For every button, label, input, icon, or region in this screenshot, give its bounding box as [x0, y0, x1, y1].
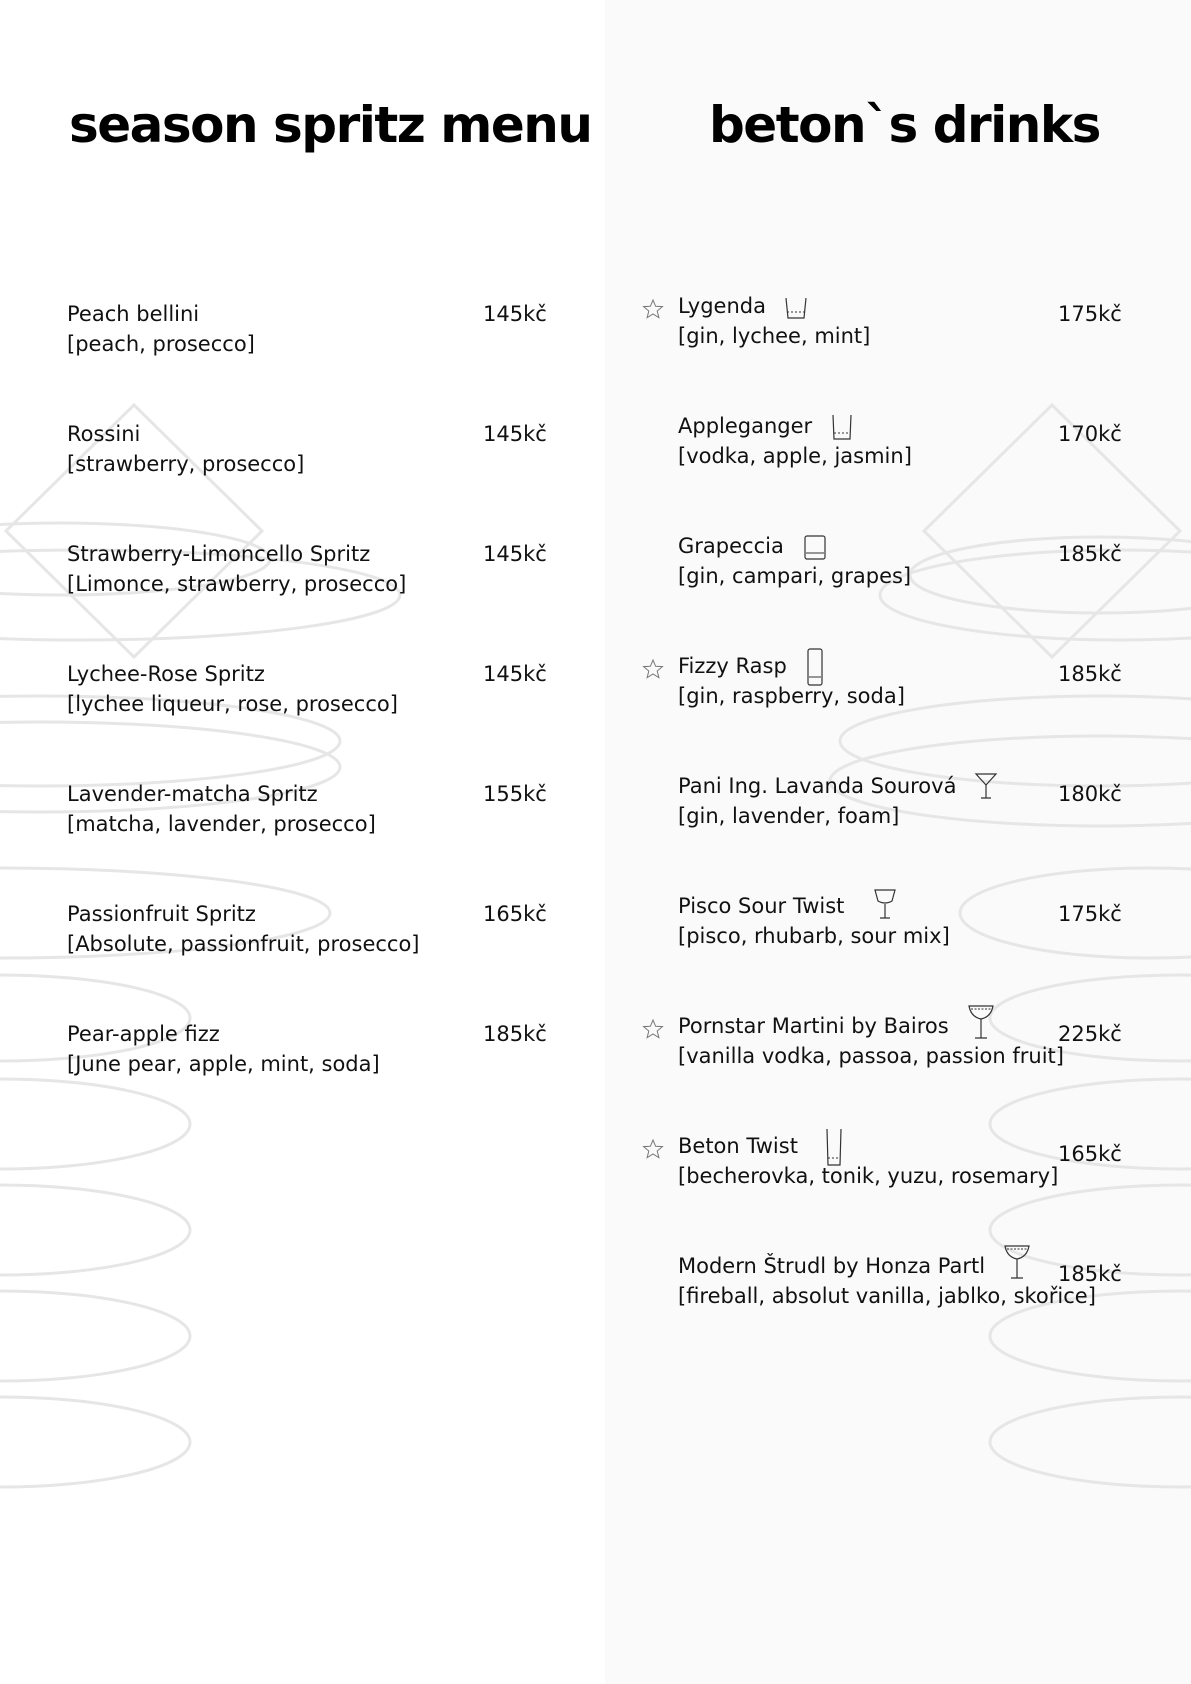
menu-item-name: Appleganger	[678, 414, 813, 438]
menu-item-price: 185kč	[1058, 1262, 1122, 1286]
menu-item-ingredients: [June pear, apple, mint, soda]	[67, 1052, 380, 1076]
menu-item	[678, 1131, 1128, 1211]
menu-item-price: 185kč	[1058, 662, 1122, 686]
menu-item-ingredients: [Limonce, strawberry, prosecco]	[67, 572, 407, 596]
menu-item-name: Fizzy Rasp	[678, 654, 787, 678]
menu-item-name: Lychee-Rose Spritz	[67, 662, 265, 686]
menu-item-name: Beton Twist	[678, 1134, 798, 1158]
left-ellipse-8	[0, 1185, 190, 1275]
menu-item-ingredients: [gin, raspberry, soda]	[678, 684, 905, 708]
menu-item	[67, 419, 547, 499]
menu-item-price: 145kč	[483, 302, 547, 326]
menu-item-price: 185kč	[483, 1022, 547, 1046]
menu-item	[678, 411, 1128, 491]
menu-item-name: Rossini	[67, 422, 141, 446]
menu-item	[678, 891, 1128, 971]
menu-item-ingredients: [pisco, rhubarb, sour mix]	[678, 924, 950, 948]
coupe-glass-icon	[1003, 1243, 1031, 1281]
menu-item-ingredients: [gin, lychee, mint]	[678, 324, 871, 348]
menu-item-ingredients: [matcha, lavender, prosecco]	[67, 812, 376, 836]
left-ellipse-10	[0, 1397, 190, 1487]
menu-item-price: 175kč	[1058, 902, 1122, 926]
menu-item-price: 225kč	[1058, 1022, 1122, 1046]
menu-item-ingredients: [becherovka, tonik, yuzu, rosemary]	[678, 1164, 1059, 1188]
menu-item-price: 180kč	[1058, 782, 1122, 806]
star-icon	[642, 1018, 664, 1040]
menu-item-ingredients: [gin, campari, grapes]	[678, 564, 912, 588]
menu-item-name: Pisco Sour Twist	[678, 894, 845, 918]
menu-item-ingredients: [strawberry, prosecco]	[67, 452, 305, 476]
menu-item	[678, 531, 1128, 611]
menu-item-ingredients: [peach, prosecco]	[67, 332, 255, 356]
coupe-glass-icon	[967, 1003, 995, 1041]
menu-item	[678, 1251, 1128, 1331]
menu-item	[67, 1019, 547, 1099]
menu-item	[678, 771, 1128, 851]
menu-item-name: Pornstar Martini by Bairos	[678, 1014, 949, 1038]
menu-item-price: 145kč	[483, 542, 547, 566]
star-icon	[642, 658, 664, 680]
menu-item-price: 145kč	[483, 422, 547, 446]
martini-glass-icon	[974, 771, 998, 801]
rocks-glass-icon	[784, 295, 808, 321]
old-fashioned-glass-icon	[802, 533, 828, 561]
menu-item-name: Modern Štrudl by Honza Partl	[678, 1254, 986, 1278]
menu-item-price: 145kč	[483, 662, 547, 686]
menu-item-ingredients: [gin, lavender, foam]	[678, 804, 900, 828]
menu-item-price: 155kč	[483, 782, 547, 806]
betons-drinks-title: beton`s drinks	[709, 96, 1100, 154]
menu-item-name: Lygenda	[678, 294, 766, 318]
menu-item-price: 175kč	[1058, 302, 1122, 326]
menu-item-ingredients: [Absolute, passionfruit, prosecco]	[67, 932, 420, 956]
menu-item-ingredients: [vanilla vodka, passoa, passion fruit]	[678, 1044, 1064, 1068]
menu-item-name: Pani Ing. Lavanda Sourová	[678, 774, 957, 798]
menu-item-name: Peach bellini	[67, 302, 200, 326]
star-icon	[642, 298, 664, 320]
menu-item-price: 185kč	[1058, 542, 1122, 566]
left-ellipse-9	[0, 1291, 190, 1381]
tumbler-glass-icon	[830, 413, 854, 441]
menu-item-name: Pear-apple fizz	[67, 1022, 220, 1046]
menu-item-price: 165kč	[1058, 1142, 1122, 1166]
menu-item	[67, 899, 547, 979]
menu-item-ingredients: [lychee liqueur, rose, prosecco]	[67, 692, 398, 716]
menu-item-ingredients: [fireball, absolut vanilla, jablko, skořice]	[678, 1284, 1096, 1308]
menu-item	[67, 539, 547, 619]
menu-item-name: Passionfruit Spritz	[67, 902, 256, 926]
menu-item-ingredients: [vodka, apple, jasmin]	[678, 444, 912, 468]
menu-item	[678, 1011, 1128, 1091]
menu-item	[678, 291, 1128, 371]
menu-item-name: Strawberry-Limoncello Spritz	[67, 542, 371, 566]
menu-item	[67, 299, 547, 379]
menu-item-name: Grapeccia	[678, 534, 784, 558]
menu-item-price: 165kč	[483, 902, 547, 926]
menu-item-name: Lavender-matcha Spritz	[67, 782, 318, 806]
menu-item	[67, 659, 547, 739]
menu-item	[678, 651, 1128, 731]
sour-glass-icon	[872, 887, 898, 921]
menu-item	[67, 779, 547, 859]
season-spritz-menu-title: season spritz menu	[69, 96, 592, 154]
star-icon	[642, 1138, 664, 1160]
menu-item-price: 170kč	[1058, 422, 1122, 446]
